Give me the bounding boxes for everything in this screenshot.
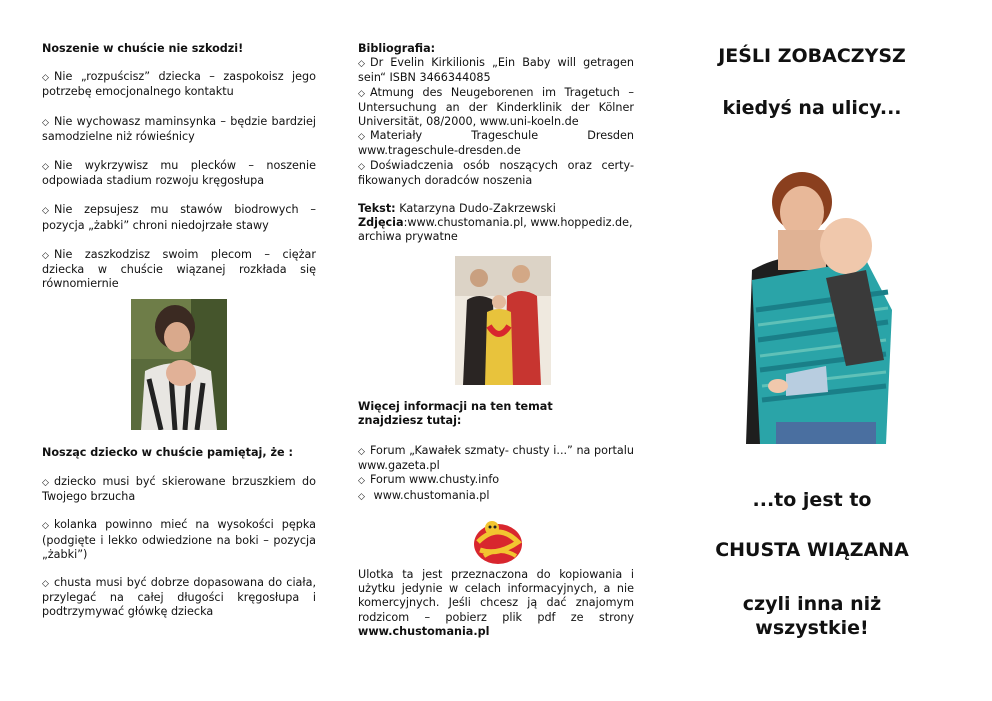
diamond-bullet-icon: ◇ — [42, 478, 49, 488]
list-item: ◇ Dr Evelin Kirkilionis „Ein Baby will getragen sein“ ISBN 3466344085 — [358, 56, 634, 85]
heading-no-harm: Noszenie w chuście nie szkodzi! — [42, 42, 244, 55]
list-item: ◇ chusta musi być dobrze dopasowana do ciała, przylegać na całej długości kręgosłupa i podtrzymywać główkę dziecka — [42, 576, 316, 619]
list-item: ◇ Nie „rozpuścisz” dziecka – zaspokoisz jego potrzebę emocjonalnego kontaktu — [42, 70, 316, 99]
footer-note: Ulotka ta jest przeznaczona do kopiowania i użytku jedynie w celach informacyjnych, a nie komercyjnych. Jeśli chcesz ją dać znajomym rodzicom – pobierz plik pdf ze strony www.chustomania.pl — [358, 568, 634, 638]
list-item: ◇ Forum www.chusty.info — [358, 473, 634, 488]
more-info-heading: Więcej informacji na ten temat znajdziesz tutaj: — [358, 400, 553, 428]
list-item: ◇ Nie zepsujesz mu stawów biodrowych – pozycja „żabki” chroni niedojrzałe stawy — [42, 203, 316, 232]
cover-headline: JEŚLI ZOBACZYSZ — [718, 45, 906, 67]
list-item: ◇ www.chustomania.pl — [358, 489, 634, 504]
mother-baby-photo — [131, 299, 227, 430]
cover-line-chusta: CHUSTA WIĄZANA — [715, 539, 909, 561]
diamond-bullet-icon: ◇ — [42, 206, 49, 217]
diamond-bullet-icon: ◇ — [358, 88, 365, 99]
credits-text-value: Katarzyna Dudo-Zakrzewski — [395, 202, 556, 216]
credits-text-label: Tekst: — [358, 202, 396, 216]
list-item: ◇ Doświadczenia osób noszących oraz certy-fikowanych doradców noszenia — [358, 158, 634, 187]
diamond-bullet-icon: ◇ — [358, 476, 365, 487]
mother-baby-illustration — [131, 299, 227, 430]
middle-column — [358, 42, 634, 638]
diamond-bullet-icon: ◇ — [358, 491, 365, 502]
diamond-bullet-icon: ◇ — [42, 117, 49, 128]
heading-remember: Nosząc dziecko w chuście pamiętaj, że : — [42, 446, 293, 459]
diamond-bullet-icon: ◇ — [358, 447, 365, 457]
list-item: ◇ Nie wychowasz maminsynka – będzie bardziej samodzielne niż rówieśnicy — [42, 114, 316, 143]
credits-photos-value: :www.chustomania.pl, www.hoppediz.de, archiwa prywatne — [358, 216, 633, 244]
cover-subheadline: kiedyś na ulicy... — [722, 97, 902, 119]
diamond-bullet-icon: ◇ — [358, 161, 365, 172]
diamond-bullet-icon: ◇ — [358, 59, 365, 70]
bibliography-heading: Bibliografia: — [358, 42, 436, 55]
footer-link[interactable]: www.chustomania.pl — [358, 624, 490, 638]
logo-illustration — [470, 516, 526, 566]
chustomania-logo — [470, 516, 526, 566]
group-illustration — [455, 256, 551, 385]
left-column — [42, 42, 316, 619]
list-item: ◇ Nie zaszkodzisz swoim plecom – ciężar dziecka w chuście wiązanej rozkłada się równomiernie — [42, 247, 316, 291]
list-item: ◇ Materiały Trageschule Dresden www.trageschule-dresden.de — [358, 129, 634, 158]
diamond-bullet-icon: ◇ — [42, 579, 49, 590]
sling-illustration — [716, 160, 906, 444]
cover-sling-photo — [716, 160, 906, 444]
diamond-bullet-icon: ◇ — [42, 162, 49, 173]
list-item: ◇ Nie wykrzywisz mu plecków – noszenie odpowiada stadium rozwoju kręgosłupa — [42, 159, 316, 188]
list-item: ◇ Forum „Kawałek szmaty- chusty i...” na portalu www.gazeta.pl — [358, 444, 634, 473]
list-item: ◇ Atmung des Neugeborenen im Tragetuch – Untersuchung an der Kinderklinik der Kölner Universität, 08/2000, www.uni-koeln.de — [358, 85, 634, 129]
group-photo — [455, 256, 551, 385]
credits-photos-label: Zdjęcia — [358, 216, 404, 230]
diamond-bullet-icon: ◇ — [42, 250, 49, 261]
cover-line-to-jest: ...to jest to — [752, 489, 872, 511]
diamond-bullet-icon: ◇ — [42, 521, 49, 532]
list-item: ◇ dziecko musi być skierowane brzuszkiem do Twojego brzucha — [42, 475, 316, 504]
list-item: ◇ kolanka powinno mieć na wysokości pępka (podgięte i lekko odwiedzione na boki – pozycja „żabki”) — [42, 518, 316, 561]
diamond-bullet-icon: ◇ — [358, 132, 365, 143]
cover-line-inna: czyli inna niż wszystkie! — [742, 593, 882, 639]
diamond-bullet-icon: ◇ — [42, 73, 49, 84]
credits — [358, 202, 634, 245]
